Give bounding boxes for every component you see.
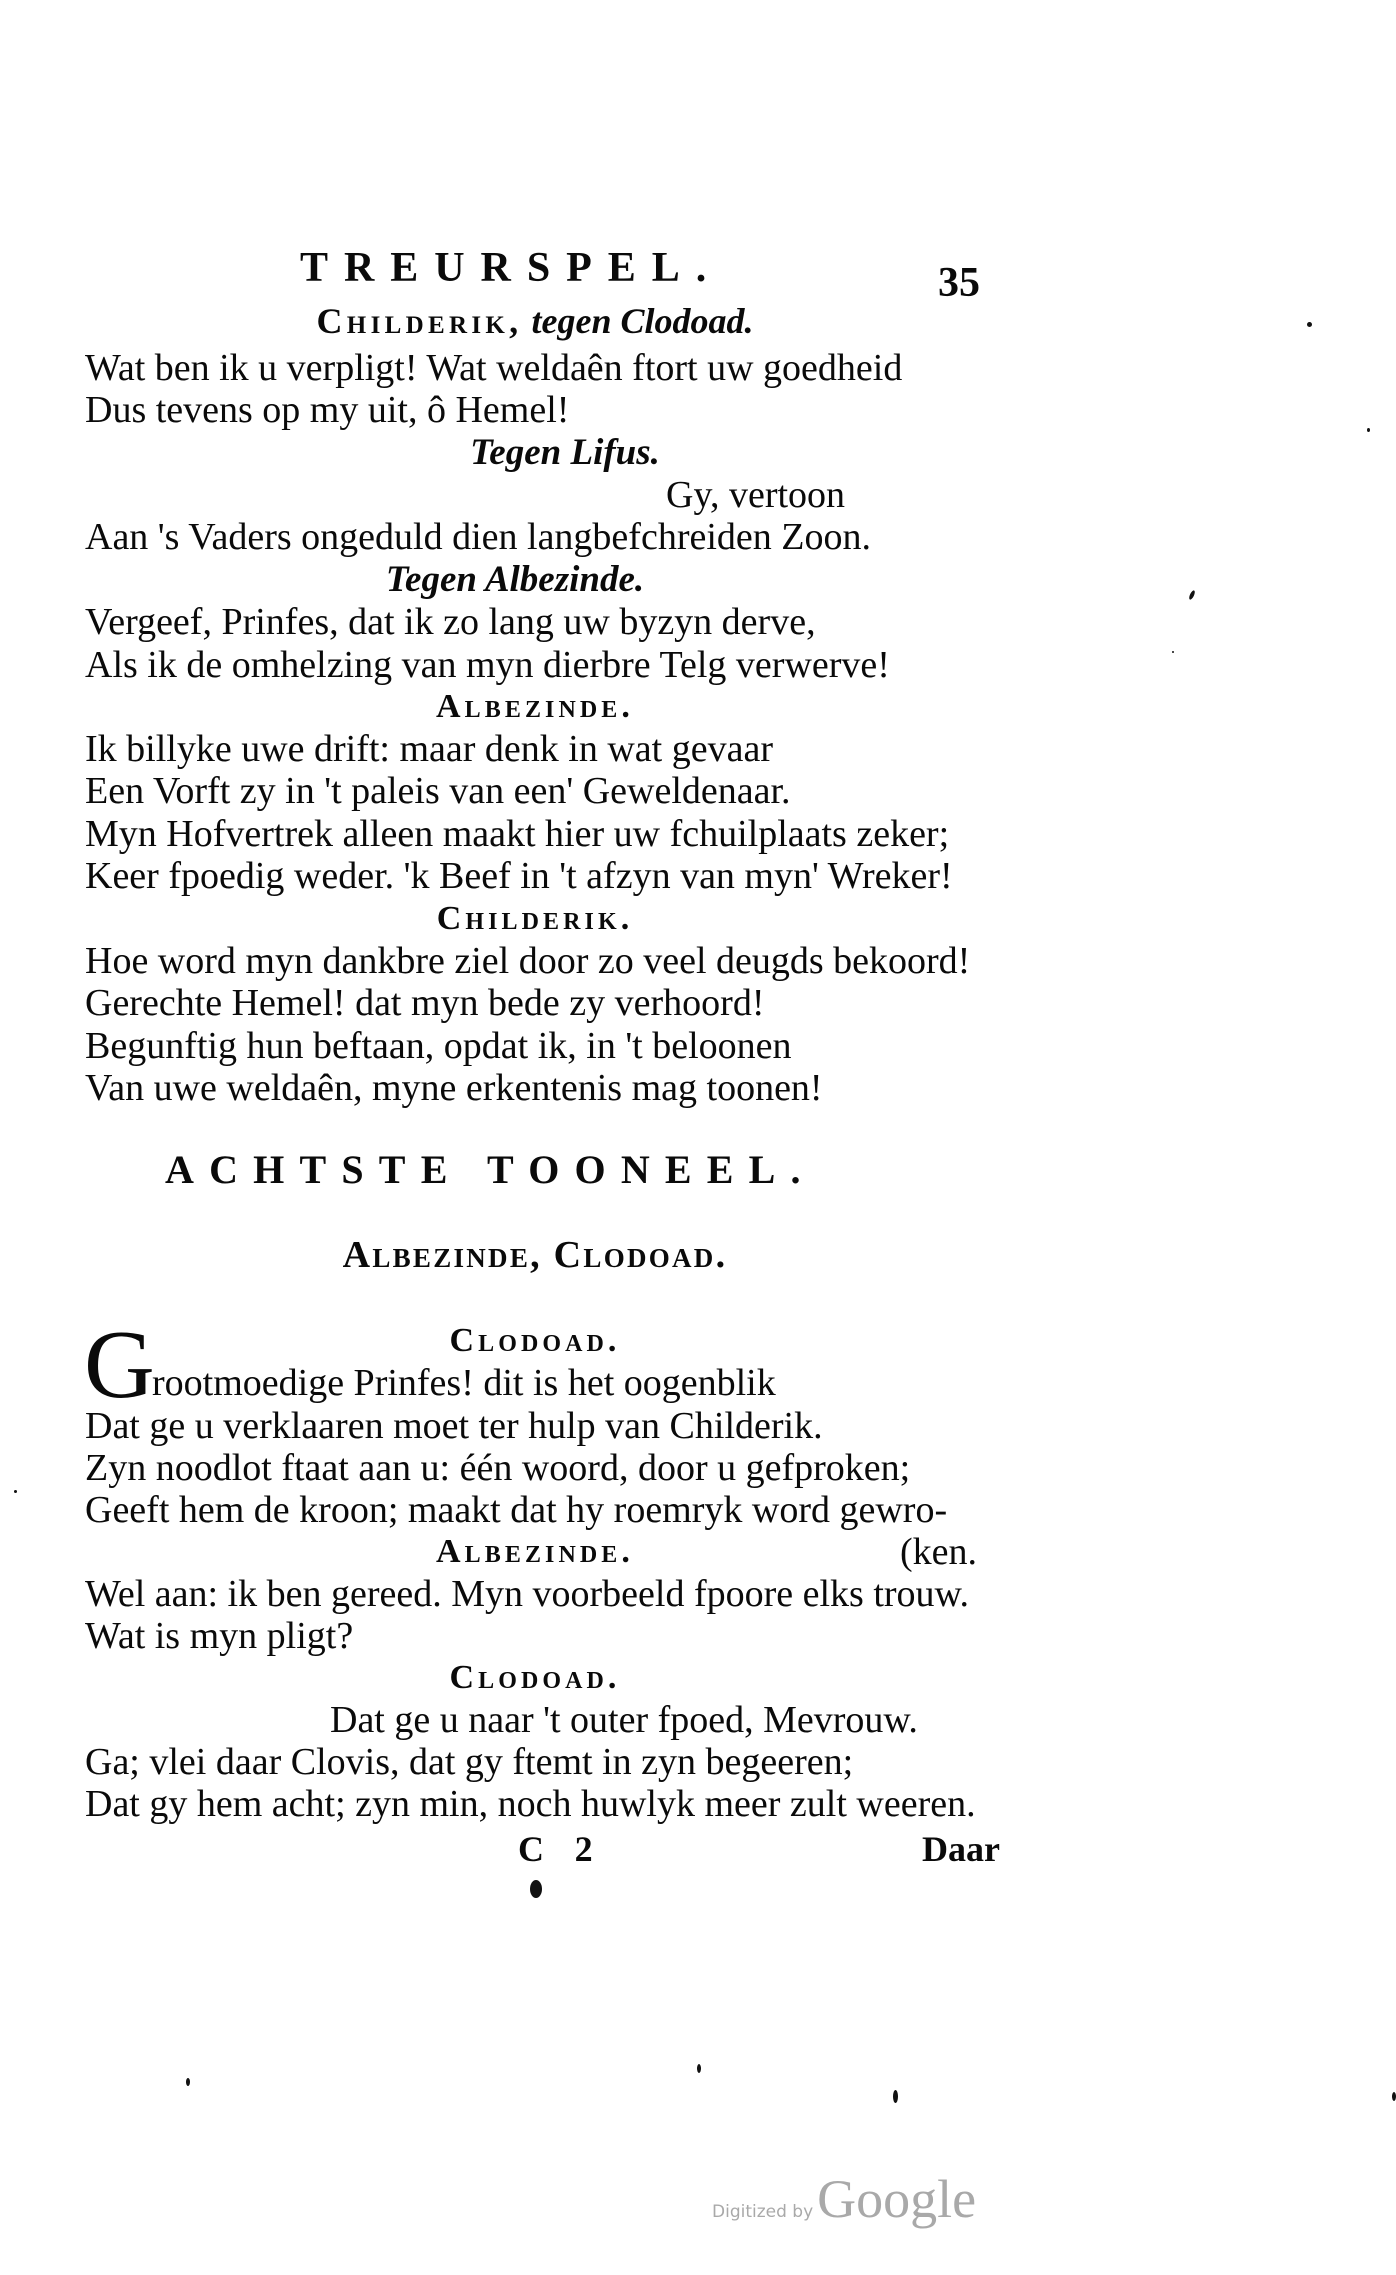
verse-line: Van uwe weldaên, myne erkentenis mag toonen! <box>85 1067 823 1109</box>
ink-speck <box>1367 428 1370 432</box>
ink-speck <box>697 2064 701 2073</box>
verse-line: Een Vorft zy in 't paleis van een' Geweldenaar. <box>85 770 791 812</box>
ink-speck <box>893 2090 898 2103</box>
verse-line: Wel aan: ik ben gereed. Myn voorbeeld fpoore elks trouw. <box>85 1573 970 1615</box>
speaker-name: Clodoad. <box>449 1659 621 1696</box>
verse-line: Gerechte Hemel! dat myn bede zy verhoord! <box>85 982 765 1024</box>
ink-speck <box>14 1490 17 1493</box>
running-title: TREURSPEL. <box>300 245 723 291</box>
speaker-name: Albezinde. <box>436 688 634 725</box>
stage-direction: tegen Clodoad. <box>531 301 754 341</box>
stage-direction: Tegen Albezinde. <box>385 559 645 600</box>
verse-line: Begunftig hun beftaan, opdat ik, in 't beloonen <box>85 1025 792 1067</box>
verse-line: Dat gy hem acht; zyn min, noch huwlyk meer zult weeren. <box>85 1783 976 1825</box>
speaker-name: Albezinde. <box>436 1533 634 1570</box>
ink-speck <box>1307 322 1312 327</box>
verse-line: Wat is myn pligt? <box>85 1615 354 1657</box>
verse-line: Als ik de omhelzing van myn dierbre Telg verwerve! <box>85 644 890 686</box>
ink-speck <box>1188 590 1196 601</box>
speaker-name: Childerik. <box>436 900 634 937</box>
signature-mark: C 2 <box>518 1829 604 1869</box>
speaker-name: Clodoad. <box>449 1322 621 1359</box>
stage-direction: Tegen Lifus. <box>470 432 660 473</box>
verse-line: Vergeef, Prinfes, dat ik zo lang uw byzyn derve, <box>85 601 816 643</box>
ink-speck <box>1392 2092 1396 2101</box>
runover-text: (ken. <box>900 1531 978 1573</box>
scene-characters: Albezinde, Clodoad. <box>342 1234 728 1276</box>
verse-line: Zyn noodlot ftaat aan u: één woord, door u gefproken; <box>85 1447 911 1489</box>
ink-speck <box>186 2078 190 2086</box>
verse-line: Dat ge u verklaaren moet ter hulp van Childerik. <box>85 1405 823 1447</box>
catchword: Daar <box>922 1829 1000 1869</box>
verse-line: Keer fpoedig weder. 'k Beef in 't afzyn van myn' Wreker! <box>85 855 953 897</box>
speaker-name: Childerik, <box>316 301 523 341</box>
speaker-heading <box>0 303 1070 339</box>
drop-cap: G <box>84 1311 155 1419</box>
verse-line: Gy, vertoon <box>666 474 846 516</box>
scene-title: ACHTSTE TOONEEL. <box>165 1147 816 1192</box>
ink-speck <box>530 1880 542 1898</box>
verse-line: Geeft hem de kroon; maakt dat hy roemryk word gewro- <box>85 1489 948 1531</box>
watermark-brand: Google <box>817 2169 977 2229</box>
verse-line: Myn Hofvertrek alleen maakt hier uw fchuilplaats zeker; <box>85 813 950 855</box>
verse-line: Dat ge u naar 't outer fpoed, Mevrouw. <box>330 1699 918 1741</box>
verse-line: Dus tevens op my uit, ô Hemel! <box>85 389 570 431</box>
verse-line: Ga; vlei daar Clovis, dat gy ftemt in zyn begeeren; <box>85 1741 854 1783</box>
watermark-prefix: Digitized by <box>712 2202 814 2222</box>
digitized-by-google-watermark <box>712 2168 976 2230</box>
verse-line: Hoe word myn dankbre ziel door zo veel deugds bekoord! <box>85 940 971 982</box>
verse-line: rootmoedige Prinfes! dit is het oogenblik <box>152 1362 776 1404</box>
verse-line: Ik billyke uwe drift: maar denk in wat gevaar <box>85 728 773 770</box>
page-number: 35 <box>938 260 980 306</box>
verse-line: Aan 's Vaders ongeduld dien langbefchreiden Zoon. <box>85 516 871 558</box>
verse-line: Wat ben ik u verpligt! Wat weldaên ftort uw goedheid <box>85 347 903 389</box>
ink-speck <box>1172 651 1174 653</box>
